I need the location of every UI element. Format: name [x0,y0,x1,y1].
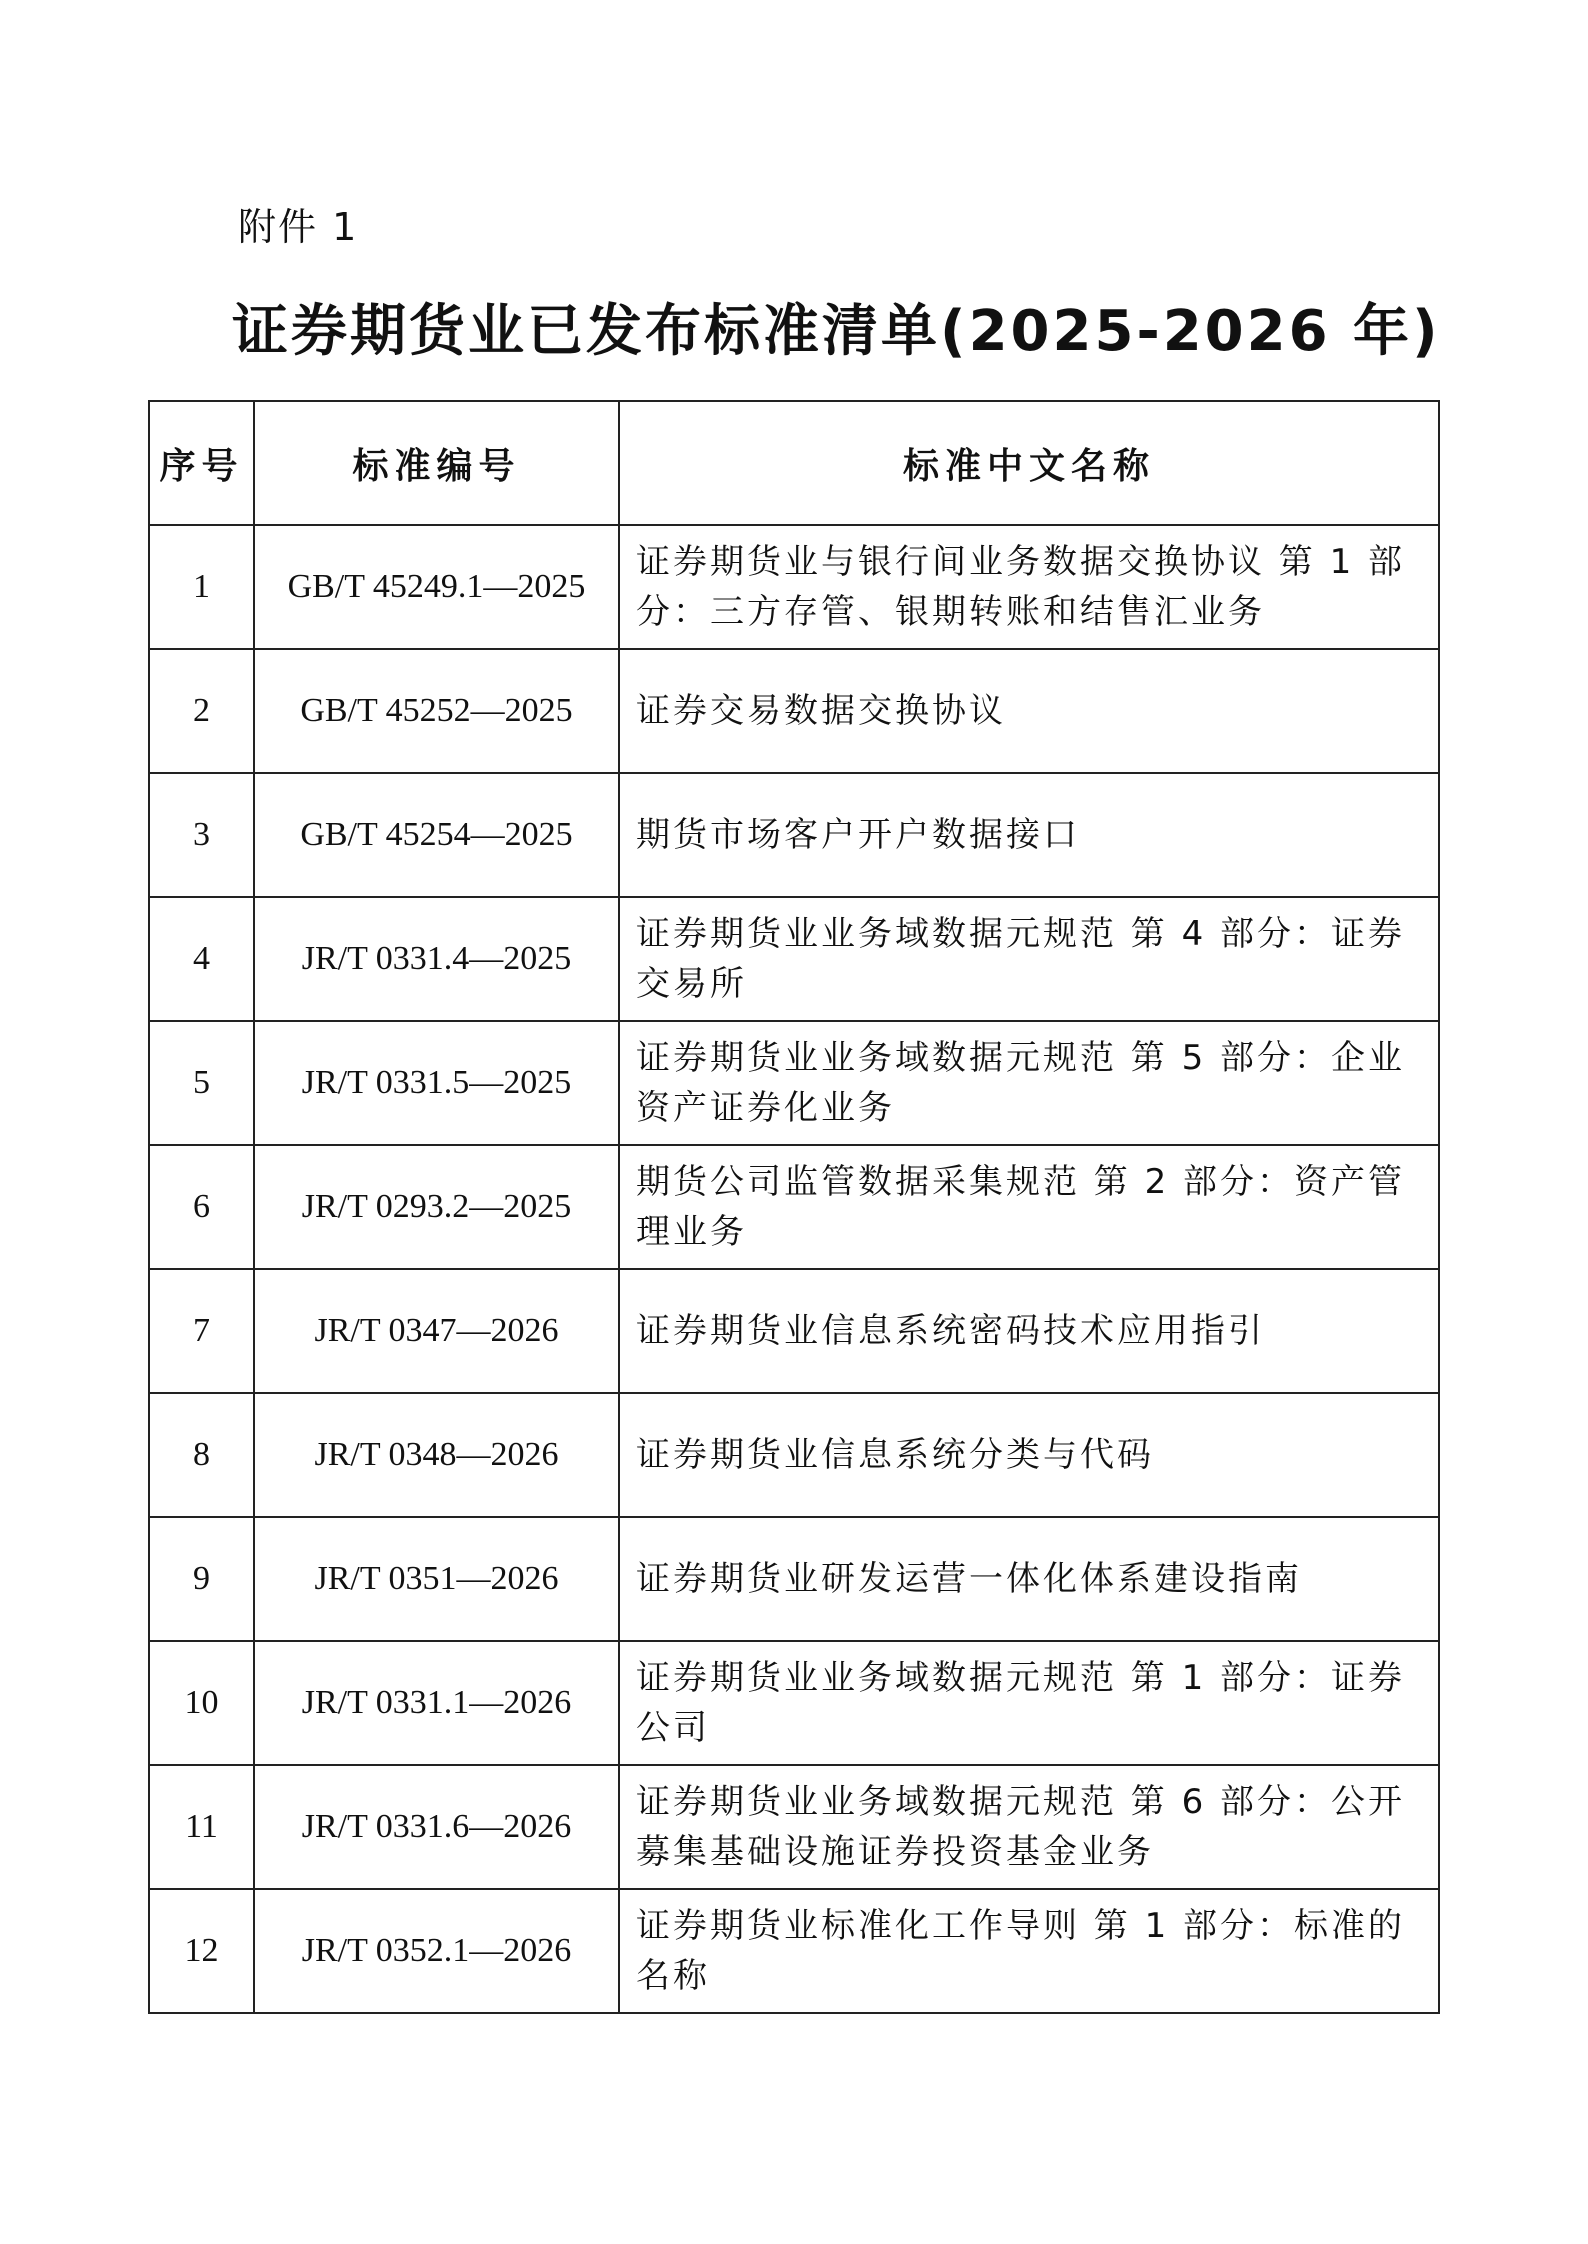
standard-code: JR/T 0331.4—2025 [254,897,619,1021]
column-header-code: 标准编号 [254,401,619,525]
table-row [149,1393,1439,1517]
standard-name: 证券期货业信息系统密码技术应用指引 [619,1269,1439,1393]
table-row [149,1641,1439,1765]
row-number: 11 [149,1765,254,1889]
standard-code: JR/T 0347—2026 [254,1269,619,1393]
column-header-name: 标准中文名称 [619,401,1439,525]
row-number: 9 [149,1517,254,1641]
row-number: 3 [149,773,254,897]
standard-name: 证券期货业业务域数据元规范 第 4 部分：证券交易所 [619,897,1439,1021]
row-number: 1 [149,525,254,649]
standard-name: 证券期货业业务域数据元规范 第 5 部分：企业资产证券化业务 [619,1021,1439,1145]
standard-code: JR/T 0331.5—2025 [254,1021,619,1145]
standard-name: 期货市场客户开户数据接口 [619,773,1439,897]
table-row [149,1765,1439,1889]
row-number: 8 [149,1393,254,1517]
standard-name: 证券期货业信息系统分类与代码 [619,1393,1439,1517]
table-row [149,1889,1439,2013]
standard-code: GB/T 45252—2025 [254,649,619,773]
table-row [149,1021,1439,1145]
row-number: 10 [149,1641,254,1765]
standard-name: 期货公司监管数据采集规范 第 2 部分：资产管理业务 [619,1145,1439,1269]
attachment-label: 附件 1 [238,205,359,249]
row-number: 6 [149,1145,254,1269]
standard-name: 证券期货业与银行间业务数据交换协议 第 1 部分：三方存管、银期转账和结售汇业务 [619,525,1439,649]
table-row [149,1517,1439,1641]
row-number: 12 [149,1889,254,2013]
standards-table [148,400,1440,2014]
standard-name: 证券期货业研发运营一体化体系建设指南 [619,1517,1439,1641]
table-row [149,1269,1439,1393]
standard-code: JR/T 0293.2—2025 [254,1145,619,1269]
standard-code: JR/T 0331.1—2026 [254,1641,619,1765]
row-number: 2 [149,649,254,773]
standard-name: 证券期货业业务域数据元规范 第 6 部分：公开募集基础设施证券投资基金业务 [619,1765,1439,1889]
standard-code: JR/T 0351—2026 [254,1517,619,1641]
table-row [149,897,1439,1021]
standard-code: GB/T 45254—2025 [254,773,619,897]
standard-name: 证券期货业业务域数据元规范 第 1 部分：证券公司 [619,1641,1439,1765]
standard-code: JR/T 0352.1—2026 [254,1889,619,2013]
column-header-no: 序号 [149,401,254,525]
row-number: 5 [149,1021,254,1145]
row-number: 4 [149,897,254,1021]
table-row [149,1145,1439,1269]
table-row [149,649,1439,773]
standard-code: JR/T 0331.6—2026 [254,1765,619,1889]
standard-code: JR/T 0348—2026 [254,1393,619,1517]
page-title: 证券期货业已发布标准清单(2025-2026 年) [232,299,1441,364]
standard-name: 证券期货业标准化工作导则 第 1 部分：标准的名称 [619,1889,1439,2013]
table-row [149,773,1439,897]
row-number: 7 [149,1269,254,1393]
table-row [149,525,1439,649]
standard-code: GB/T 45249.1—2025 [254,525,619,649]
table-header-row [149,401,1439,525]
standard-name: 证券交易数据交换协议 [619,649,1439,773]
